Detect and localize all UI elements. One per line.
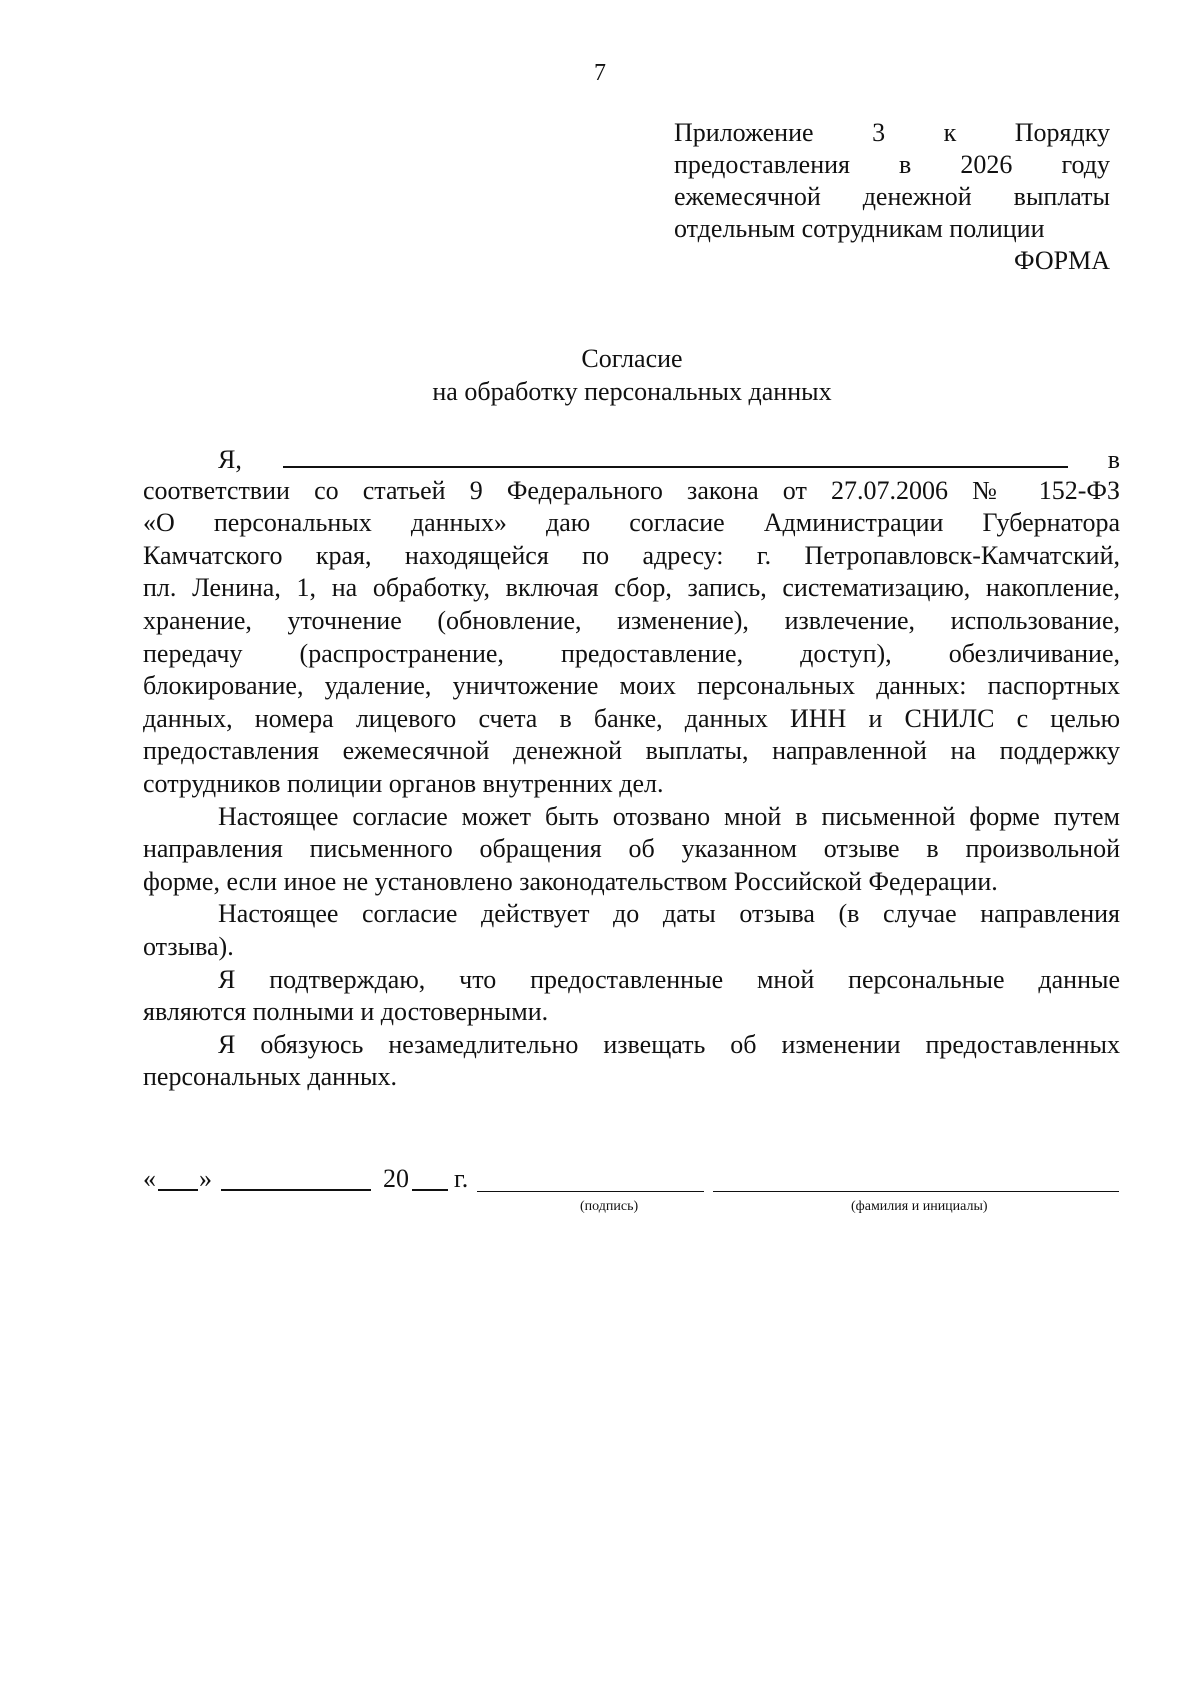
name-entry-row [143, 442, 1120, 475]
paragraph-revocation [143, 801, 1120, 899]
text-line: Настоящее согласие действует до даты отзыва (в случае направления [218, 899, 1120, 929]
signature-caption: (подпись) [580, 1199, 639, 1214]
title-line: Согласие [581, 344, 683, 373]
year-suffix: г. [454, 1164, 469, 1193]
text-line: направления письменного обращения об указанном отзыве в произвольной [143, 834, 1120, 864]
year-prefix: 20 [383, 1164, 409, 1193]
ya-label: Я, [218, 445, 242, 474]
paragraph-obligation [143, 1029, 1120, 1094]
text-line: персональных данных. [143, 1062, 397, 1092]
subtitle-line: на обработку персональных данных [432, 377, 832, 406]
text-line: отзыва). [143, 931, 234, 961]
signature-row [143, 1163, 1123, 1203]
text-line: соответствии со статьей 9 Федерального закона от 27.07.2006 № 152-ФЗ [143, 475, 1120, 505]
text-line: передачу (распространение, предоставление, доступ), обезличивание, [143, 638, 1120, 668]
form-label: ФОРМА [1014, 246, 1110, 275]
year-blank-line [412, 1163, 448, 1191]
text-line: Я обязуюсь незамедлительно извещать об изменении предоставленных [218, 1029, 1120, 1059]
text-line: сотрудников полиции органов внутренних дел. [143, 768, 664, 798]
text-line: форме, если иное не установлено законодательством Российской Федерации. [143, 866, 998, 896]
month-blank-line [221, 1163, 371, 1191]
appendix-line: ежемесячной денежной выплаты [674, 182, 1110, 211]
day-blank-line [158, 1163, 198, 1191]
text-line: предоставления ежемесячной денежной выплаты, направленной на поддержку [143, 736, 1120, 766]
name-blank-line [713, 1163, 1119, 1192]
name-blank-line [283, 442, 1068, 468]
paragraph-consent [143, 475, 1120, 801]
appendix-heading [674, 117, 1110, 277]
text-line: являются полными и достоверными. [143, 997, 549, 1027]
text-line: Камчатского края, находящейся по адресу: г. Петропавловск-Камчатский, [143, 540, 1120, 570]
paragraph-confirmation [143, 964, 1120, 1029]
text-line: данных, номера лицевого счета в банке, данных ИНН и СНИЛС с целью [143, 703, 1120, 733]
document-body [143, 442, 1120, 1094]
page-number: 7 [594, 60, 606, 86]
appendix-line: отдельным сотрудникам полиции [674, 214, 1045, 243]
text-line: Я подтверждаю, что предоставленные мной персональные данные [218, 964, 1120, 994]
document-title [0, 342, 1200, 408]
text-line: «О персональных данных» даю согласие Администрации Губернатора [143, 508, 1120, 538]
appendix-line: Приложение 3 к Порядку [674, 118, 1110, 147]
open-quote: « [143, 1164, 156, 1193]
text-line: хранение, уточнение (обновление, изменение), извлечение, использование, [143, 605, 1120, 635]
signature-blank-line [477, 1163, 704, 1192]
text-line: Настоящее согласие может быть отозвано мной в письменной форме путем [218, 801, 1120, 831]
v-label: в [1107, 445, 1120, 474]
appendix-line: предоставления в 2026 году [674, 150, 1110, 179]
text-line: блокирование, удаление, уничтожение моих персональных данных: паспортных [143, 671, 1120, 701]
name-caption: (фамилия и инициалы) [851, 1199, 988, 1214]
close-quote: » [199, 1164, 212, 1193]
paragraph-validity [143, 898, 1120, 963]
text-line: пл. Ленина, 1, на обработку, включая сбор, запись, систематизацию, накопление, [143, 573, 1120, 603]
